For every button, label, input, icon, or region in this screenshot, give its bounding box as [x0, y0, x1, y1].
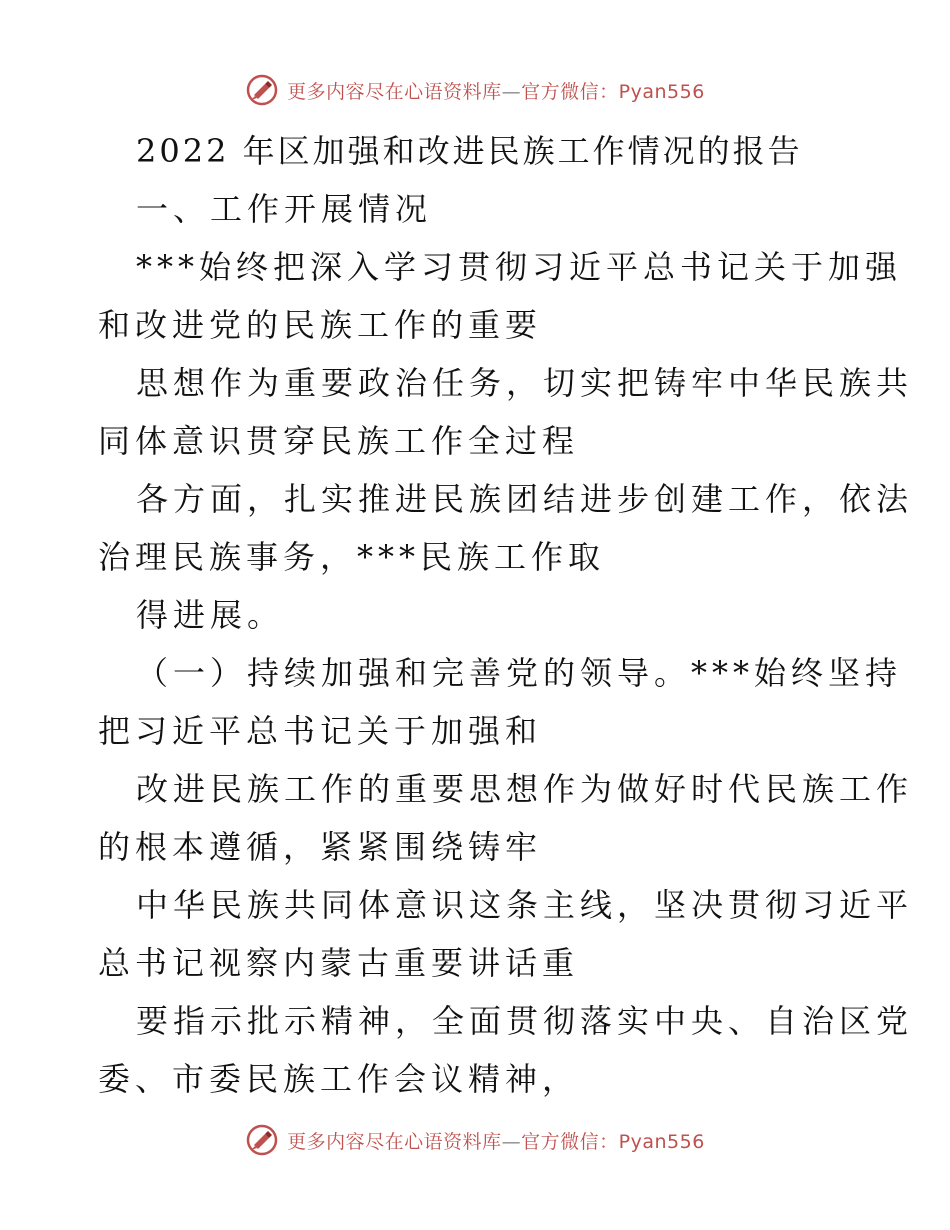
- text-line: 中华民族共同体意识这条主线，坚决贯彻习近平: [136, 886, 914, 924]
- document-logo-icon: [245, 73, 279, 107]
- text-line: 治理民族事务，***民族工作取: [98, 538, 606, 576]
- text-line: 总书记视察内蒙古重要讲话重: [98, 944, 580, 982]
- watermark-separator: —: [501, 1130, 522, 1153]
- text-line: ***始终把深入学习贯彻习近平总书记关于加强: [136, 248, 903, 286]
- header-watermark: [0, 72, 950, 108]
- text-line: 改进民族工作的重要思想作为做好时代民族工作: [136, 770, 914, 808]
- document-body: [98, 122, 914, 1108]
- watermark-contact: 官方微信：Pyan556: [521, 80, 705, 103]
- subsection-heading: （一）持续加强和完善党的领导。***始终坚持: [136, 654, 903, 692]
- watermark-separator: —: [501, 80, 522, 103]
- text-line: 委、市委民族工作会议精神，: [98, 1060, 580, 1098]
- watermark-text: 更多内容尽在心语资料库: [287, 1130, 502, 1153]
- text-line: 和改进党的民族工作的重要: [98, 306, 543, 344]
- section-heading: 一、工作开展情况: [136, 190, 433, 228]
- text-line: 要指示批示精神，全面贯彻落实中央、自治区党: [136, 1002, 914, 1040]
- watermark-label: [287, 77, 705, 104]
- text-line: 各方面，扎实推进民族团结进步创建工作，依法: [136, 480, 914, 518]
- watermark-text: 更多内容尽在心语资料库: [287, 80, 502, 103]
- text-line: 把习近平总书记关于加强和: [98, 712, 543, 750]
- text-line: 同体意识贯穿民族工作全过程: [98, 422, 580, 460]
- document-title: 2022 年区加强和改进民族工作情况的报告: [136, 132, 803, 170]
- document-logo-icon: [245, 1123, 279, 1157]
- watermark-label: [287, 1127, 705, 1154]
- text-line: 思想作为重要政治任务，切实把铸牢中华民族共: [136, 364, 914, 402]
- text-line: 的根本遵循，紧紧围绕铸牢: [98, 828, 543, 866]
- watermark-contact: 官方微信：Pyan556: [521, 1130, 705, 1153]
- footer-watermark: [0, 1122, 950, 1158]
- text-line: 得进展。: [136, 596, 285, 634]
